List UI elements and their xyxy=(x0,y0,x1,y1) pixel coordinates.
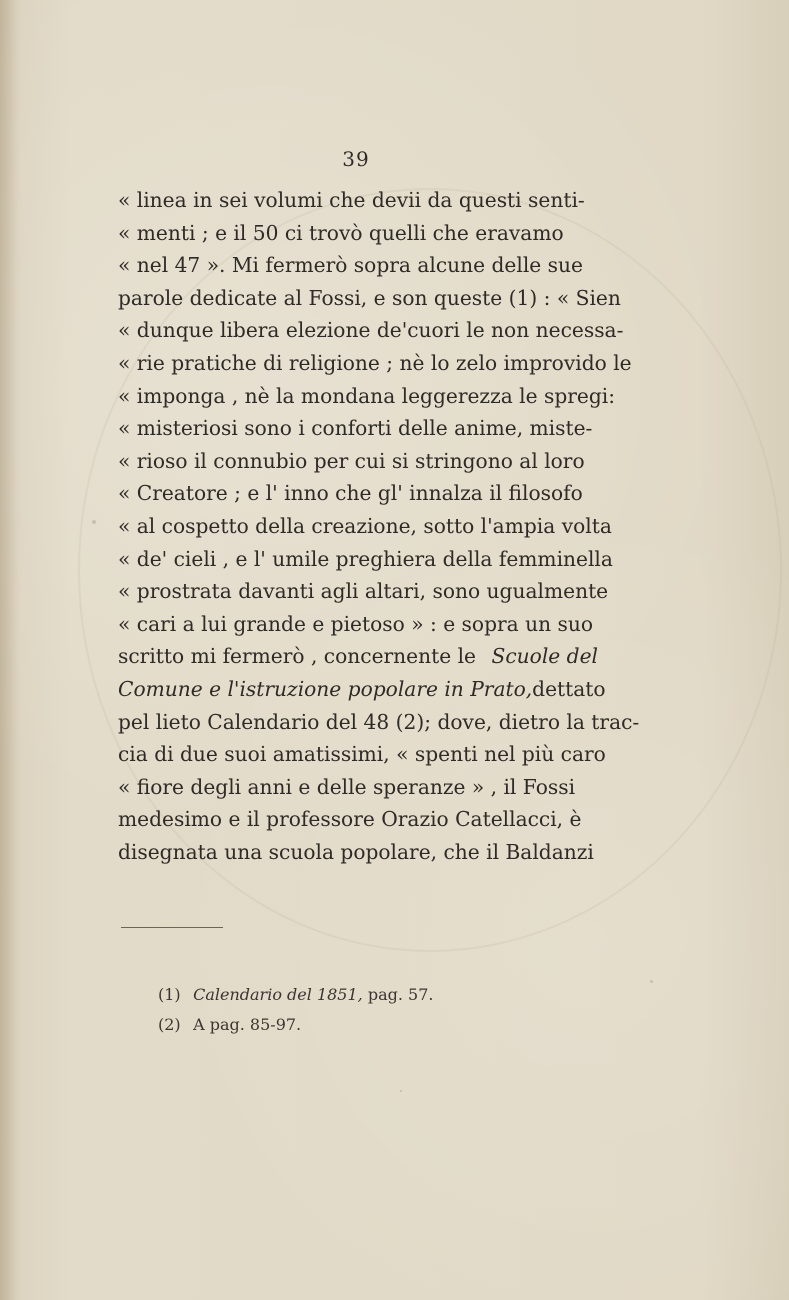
text-line xyxy=(118,347,632,380)
text-line xyxy=(118,445,598,478)
text-segment: pel lieto Calendario del 48 (2); dove, dietro la trac- xyxy=(118,709,640,734)
footnote-page-ref: pag. 57. xyxy=(367,985,434,1004)
text-segment: « menti ; e il 50 ci trovò quelli che eravamo xyxy=(118,220,564,245)
text-line xyxy=(118,282,621,315)
text-segment: « nel 47 ». Mi fermerò sopra alcune delle sue xyxy=(118,253,583,278)
text-line xyxy=(118,738,606,771)
footnote-source-title: Calendario del 1851, xyxy=(193,985,363,1004)
paper-speck xyxy=(400,1090,402,1092)
text-line xyxy=(118,575,609,608)
text-segment: « cari a lui grande e pietoso » : e sopra un suo xyxy=(118,611,594,636)
text-line xyxy=(118,640,598,673)
text-segment: parole dedicate al Fossi, e son queste (1) : « Sien xyxy=(118,285,621,310)
text-segment: « rioso il connubio per cui si stringono al loro xyxy=(118,448,585,473)
text-segment: « de' cieli , e l' umile preghiera della femminella xyxy=(118,546,613,571)
footnotes xyxy=(158,980,478,1040)
text-segment: « Creatore ; e l' inno che gl' innalza il filosofo xyxy=(118,481,583,506)
text-segment: « linea in sei volumi che devii da questi senti- xyxy=(118,188,585,212)
footnote-text: A pag. 85-97. xyxy=(193,1015,302,1034)
footnote-2 xyxy=(158,1010,478,1040)
text-line xyxy=(118,673,606,706)
text-line xyxy=(118,543,613,576)
text-segment: « imponga , nè la mondana leggerezza le spregi: xyxy=(118,383,616,408)
text-line xyxy=(118,412,598,445)
footnote-1 xyxy=(158,980,478,1010)
text-line xyxy=(118,380,616,413)
text-line xyxy=(118,249,598,282)
footnote-marker: (1) xyxy=(158,985,181,1004)
text-segment: « al cospetto della creazione, sotto l'ampia volta xyxy=(118,513,612,538)
text-line xyxy=(118,803,598,836)
text-segment: « fiore degli anni e delle speranze » , il Fossi xyxy=(118,774,576,799)
paper-speck xyxy=(650,980,653,983)
text-line xyxy=(118,771,598,804)
text-line xyxy=(118,314,624,347)
italic-title-text: Comune e l'istruzione popolare in Prato, xyxy=(118,676,533,701)
text-segment: disegnata una scuola popolare, che il Baldanzi xyxy=(118,839,594,864)
text-segment: « dunque libera elezione de'cuori le non necessa- xyxy=(118,318,624,343)
text-line xyxy=(118,510,612,543)
text-segment: « rie pratiche di religione ; nè lo zelo improvido le xyxy=(118,350,632,375)
text-line xyxy=(118,836,598,869)
text-segment: « prostrata davanti agli altari, sono ugualmente xyxy=(118,579,609,604)
paper-speck xyxy=(92,520,96,524)
text-segment: cia di due suoi amatissimi, « spenti nel più caro xyxy=(118,742,606,767)
text-line xyxy=(118,477,598,510)
italic-title-text: Scuole del xyxy=(491,644,598,669)
main-text xyxy=(118,184,640,868)
text-line xyxy=(118,608,598,641)
text-line xyxy=(118,217,598,250)
text-segment: « misteriosi sono i conforti delle anime, miste- xyxy=(118,416,593,441)
text-segment: dettato xyxy=(532,676,606,701)
text-line xyxy=(118,706,640,739)
footnote-marker: (2) xyxy=(158,1015,181,1034)
text-segment: medesimo e il professore Orazio Catellacci, è xyxy=(118,807,582,832)
text-line xyxy=(118,184,598,217)
footnote-divider xyxy=(121,927,223,928)
text-segment: scritto mi fermerò , concernente le xyxy=(118,644,476,669)
page-number: 39 xyxy=(342,147,370,171)
